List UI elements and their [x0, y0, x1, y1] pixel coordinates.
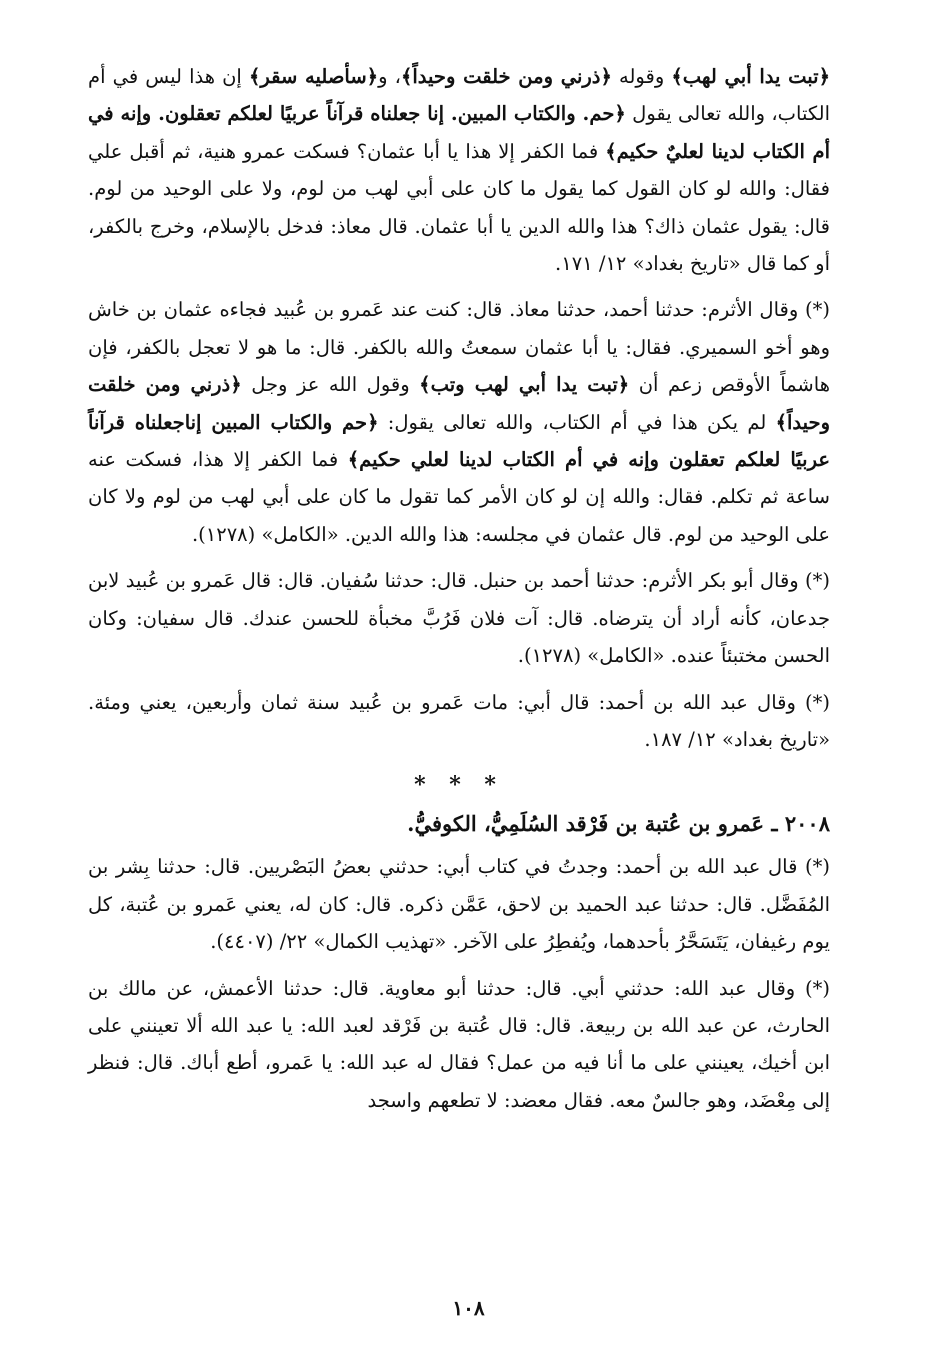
entry-heading: ٢٠٠٨ ـ عَمرو بن عُتبة بن فَرْقد السُلَمِيُّ، الكوفيُّ. — [407, 811, 830, 837]
page-number: ١٠٨ — [452, 1296, 485, 1320]
paragraph-text: فما الكفر إلا هذا يا أبا عثمان؟ فسكت عمرو هنية، ثم أقبل علي فقال: والله لو كان القول كما يقول ما كان على أبي لهب من لوم، ولا على الوحيد من لوم. قال: يقول عثمان ذاك؟ هذا والله الدين يا أبا عثمان. قال معاذ: فدخل بالإسلام، وخرج بالكفر، أو كما قال «تاريخ بغداد» ١٢/ ١٧١. — [88, 139, 830, 276]
quran-quote: ﴿ذرني ومن خلقت وحيداً﴾ — [400, 65, 612, 88]
paragraph-3: (*) وقال أبو بكر الأثرم: حدثنا أحمد بن حنبل. قال: حدثنا سُفيان. قال: قال عَمرو بن عُبيد لابن جدعان، كأنه أراد أن يترضاه. قال: آت فلان فَرُبَّ مخبأة للحسن عندك. قال سفيان: وكان الحسن مختبئاً عنده. «الكامل» (١٢٧٨). — [88, 569, 830, 668]
quran-quote: ﴿تبت يدا أبي لهب وتب﴾ — [419, 373, 630, 397]
paragraph-text: وقول الله عز وجل — [241, 373, 420, 397]
paragraph-5: (*) قال عبد الله بن أحمد: وجدتُ في كتاب أبي: حدثني بعضُ البَصْريين. قال: حدثنا بِشر بن المُفَضَّل. قال: حدثنا عبد الحميد بن لاحق، عَمَّن ذكره. قال: كان له، يعني عَمرو بن عُتبة، كل يوم رغيفان، يَتَسَحَّرُ بأحدهما، ويُفطِرُ على الآخر. «تهذيب الكمال» ٢٢/ (٤٤٠٧). — [88, 855, 830, 954]
quran-quote: ﴿سأصليه سقر﴾ — [248, 65, 379, 88]
paragraph-text: فما الكفر إلا هذا، فسكت عنه ساعة ثم تكلم. فقال: والله إن لو كان الأمر كما تقول ما كان على أبي لهب من لوم ولا كان على الوحيد من لوم. قال عثمان في مجلسه: هذا والله الدين. «الكامل» (١٢٧٨). — [88, 448, 830, 546]
paragraph-text: ، و — [378, 65, 401, 88]
page-body — [88, 58, 830, 1119]
paragraph-text: لم يكن هذا في أم الكتاب، والله تعالى يقول: — [378, 410, 776, 434]
paragraph-6: (*) وقال عبد الله: حدثني أبي. قال: حدثنا أبو معاوية. قال: حدثنا الأعمش، عن مالك بن الحارث، عن عبد الله بن ربيعة. قال: قال عُتبة بن فَرْقد لعبد الله: يا عبد الله ألا تعينني على ابن أخيك، يعينني على ما أنا فيه من عمل؟ فقال له عبد الله: يا عَمرو، أطع أباك. قال: فنظر إلى مِعْضَد، وهو جالسٌ معه. فقال معضد: لا تطعهم واسجد — [88, 976, 830, 1112]
paragraph-1 — [88, 58, 830, 282]
paragraph-text: (*) وقال الأثرم: حدثنا أحمد، حدثنا معاذ. قال: كنت عند عَمرو بن عُبيد فجاءه عثمان بن خاش وهو أخو السميري. فقال: يا أبا عثمان سمعتُ والله بالكفر. قال: ما هو لا تعجل بالكفر، فإن هاشماً الأوقص زعم أن — [88, 298, 830, 397]
paragraph-2 — [88, 291, 830, 553]
paragraph-text: إن هذا ليس في أم الكتاب، والله تعالى يقول — [88, 65, 830, 126]
paragraph-text: وقوله — [611, 65, 672, 88]
quran-quote: ﴿حم والكتاب المبين إناجعلناه قرآناً عربيًا لعلكم تعقلون وإنه في أم الكتاب لدينا لعلي حكيم﴾ — [88, 410, 830, 472]
quran-quote: ﴿ذرني ومن خلقت وحيداً﴾ — [88, 373, 830, 434]
section-separator: * * * — [414, 772, 504, 799]
quran-quote: ﴿تبت يدا أبي لهب﴾ — [671, 65, 830, 88]
quran-quote: ﴿حم. والكتاب المبين. إنا جعلناه قرآناً عربيًا لعلكم تعقلون. وإنه في أم الكتاب لدينا لعليٌ حكيم﴾ — [88, 102, 831, 163]
paragraph-4: (*) وقال عبد الله بن أحمد: قال أبي: مات عَمرو بن عُبيد سنة ثمان وأربعين، يعني ومئة. «تاريخ بغداد» ١٢/ ١٨٧. — [88, 690, 830, 751]
